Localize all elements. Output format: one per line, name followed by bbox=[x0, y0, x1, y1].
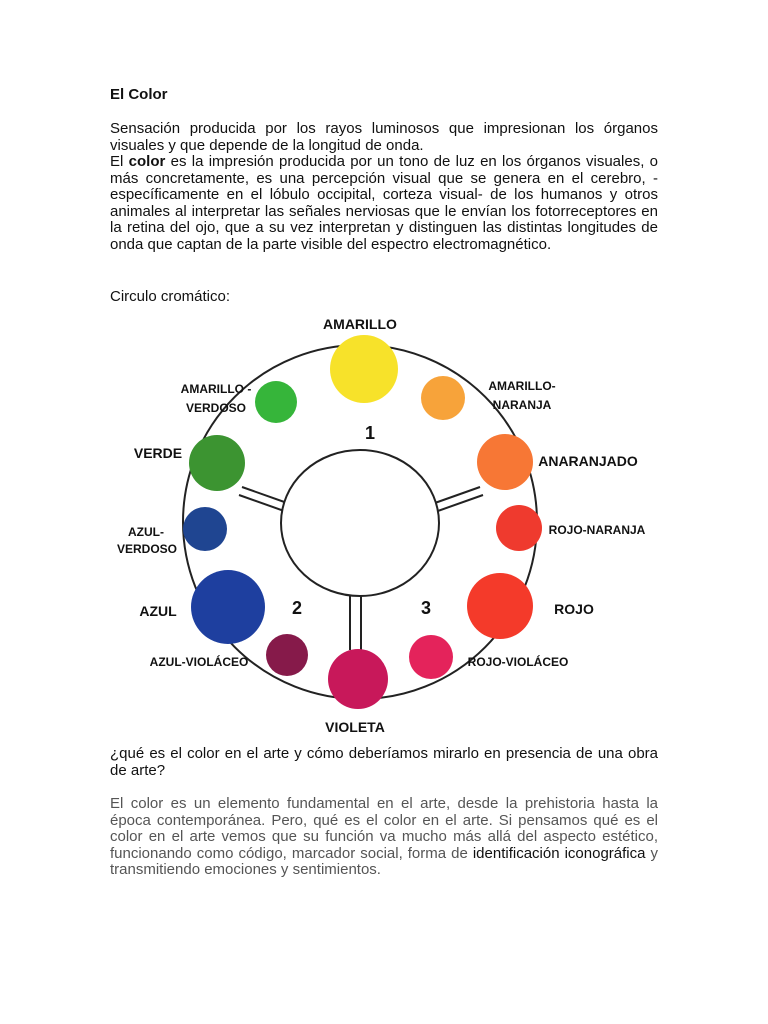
swatch-violeta bbox=[328, 649, 388, 709]
label-rojo-naranja: ROJO-NARANJA bbox=[548, 523, 646, 537]
sector-number-2: 2 bbox=[291, 598, 303, 618]
swatch-amarillo bbox=[330, 335, 398, 403]
label-azul-verdoso-2: VERDOSO bbox=[116, 542, 178, 556]
label-amarillo: AMARILLO bbox=[323, 316, 397, 332]
p2-lead: El bbox=[110, 153, 129, 170]
iconography-link[interactable]: identificación iconográfica bbox=[472, 844, 646, 862]
label-rojo-violaceo: ROJO-VIOLÁCEO bbox=[467, 655, 569, 669]
p3-body: El color es un elemento fundamental en el arte, desde la prehistoria hasta la época contemporánea. Pero, qué es el color en el arte. Si pensamos qué es el color en el arte vemos que su función va mucho más allá del aspecto estético, funcionando como código, marcador social, forma de bbox=[110, 795, 658, 862]
document-title: El Color bbox=[110, 86, 168, 103]
sector-number-1: 1 bbox=[364, 423, 376, 443]
definition-paragraph: Sensación producida por los rayos luminosos que impresionan los órganos visuales y que depende de la longitud de onda. bbox=[110, 120, 658, 154]
label-amarillo-naranja-1: AMARILLO- bbox=[488, 379, 556, 393]
p2-body: es la impresión producida por un tono de luz en los órganos visuales, o más concretamente, es una percepción visual que se genera en el cerebro, - específicamente en el lóbulo occipital, corteza visual- de los humanos y otros animales al interpretar las señales nerviosas que le envían los fotorreceptores en la retina del ojo, que a su vez interpretan y distinguen las distintas longitudes de onda que captan de la parte visible del espectro electromagnético. bbox=[110, 153, 659, 253]
label-azul-verdoso-1: AZUL- bbox=[128, 525, 164, 539]
p3-ending: y transmitiendo emociones y sentimientos. bbox=[110, 844, 658, 879]
label-rojo: ROJO bbox=[554, 601, 594, 617]
label-violeta: VIOLETA bbox=[325, 719, 385, 735]
art-color-paragraph bbox=[110, 796, 658, 879]
sector-number-3: 3 bbox=[420, 598, 432, 618]
swatch-amarillo-verdoso bbox=[255, 381, 297, 423]
label-verde: VERDE bbox=[133, 445, 183, 461]
color-term: color bbox=[128, 153, 166, 170]
swatch-amarillo-naranja bbox=[421, 376, 465, 420]
swatch-azul-violaceo bbox=[266, 634, 308, 676]
label-azul: AZUL bbox=[139, 603, 177, 619]
label-amarillo-verdoso-1: AMARILLO - bbox=[180, 382, 252, 396]
swatch-anaranjado bbox=[477, 434, 533, 490]
color-description-paragraph bbox=[110, 154, 658, 254]
swatch-rojo bbox=[467, 573, 533, 639]
question-paragraph: ¿qué es el color en el arte y cómo deberíamos mirarlo en presencia de una obra de arte? bbox=[110, 745, 658, 779]
swatch-azul bbox=[191, 570, 265, 644]
label-amarillo-naranja-2: NARANJA bbox=[492, 398, 552, 412]
swatch-rojo-violaceo bbox=[409, 635, 453, 679]
color-wheel-heading: Circulo cromático: bbox=[110, 288, 231, 305]
swatch-azul-verdoso bbox=[183, 507, 227, 551]
color-wheel-figure bbox=[110, 305, 658, 740]
label-anaranjado: ANARANJADO bbox=[538, 453, 638, 469]
label-amarillo-verdoso-2: VERDOSO bbox=[185, 401, 247, 415]
swatch-rojo-naranja bbox=[496, 505, 542, 551]
swatch-verde bbox=[189, 435, 245, 491]
center-circle bbox=[281, 450, 439, 596]
label-azul-violaceo: AZUL-VIOLÁCEO bbox=[149, 655, 249, 669]
